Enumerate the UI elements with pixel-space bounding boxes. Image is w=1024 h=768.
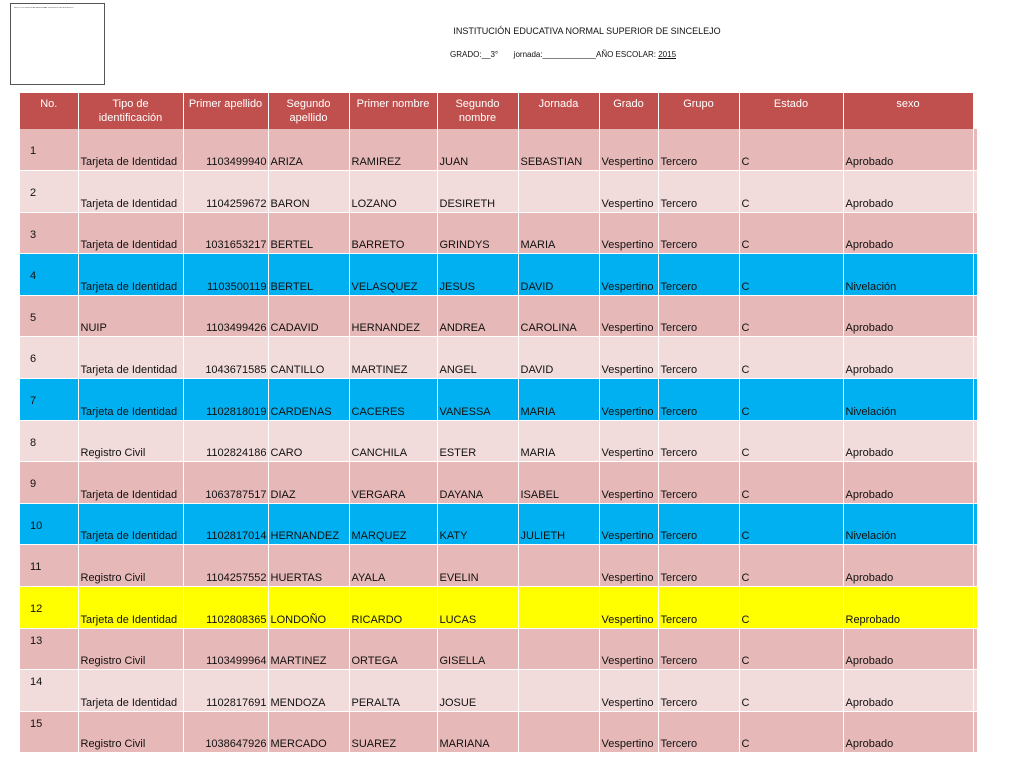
cell-grado: Tercero [658, 503, 739, 545]
cell-sexo [973, 295, 978, 337]
cell-id-number: 1103499426 [183, 295, 268, 337]
cell-estado: Aprobado [843, 420, 973, 462]
table-row [20, 129, 978, 171]
page-title [0, 26, 1024, 36]
cell-sexo [973, 670, 978, 712]
cell-estado: Reprobado [843, 587, 973, 629]
col-header-primer-nombre: Primer nombre [349, 93, 437, 129]
cell-grupo: C [739, 587, 843, 629]
cell-jornada: Vespertino [599, 212, 658, 254]
cell-id-number: 1103499940 [183, 129, 268, 171]
cell-tipo: Tarjeta de Identidad [78, 503, 183, 545]
cell-tipo: Registro Civil [78, 711, 183, 753]
col-header-estado: Estado [739, 93, 843, 129]
cell-primer-apellido: CARO [268, 420, 349, 462]
cell-primer-apellido: DIAZ [268, 462, 349, 504]
cell-jornada: Vespertino [599, 337, 658, 379]
cell-grado: Tercero [658, 628, 739, 670]
col-header-grupo: Grupo [658, 93, 739, 129]
cell-primer-nombre: KATY [437, 503, 518, 545]
cell-grupo: C [739, 711, 843, 753]
cell-primer-nombre: GRINDYS [437, 212, 518, 254]
cell-primer-apellido: HERNANDEZ [268, 503, 349, 545]
cell-segundo-nombre: JULIETH [518, 503, 599, 545]
cell-primer-apellido: MARTINEZ [268, 628, 349, 670]
cell-tipo: Tarjeta de Identidad [78, 212, 183, 254]
cell-estado: Aprobado [843, 628, 973, 670]
cell-sexo [973, 129, 978, 171]
cell-grupo: C [739, 129, 843, 171]
cell-segundo-apellido: RAMIREZ [349, 129, 437, 171]
cell-jornada: Vespertino [599, 171, 658, 213]
col-header-grado: Grado [599, 93, 658, 129]
cell-id-number: 1102808365 [183, 587, 268, 629]
cell-id-number: 1103499964 [183, 628, 268, 670]
cell-segundo-apellido: VERGARA [349, 462, 437, 504]
cell-grupo: C [739, 420, 843, 462]
cell-jornada: Vespertino [599, 711, 658, 753]
cell-sexo [973, 587, 978, 629]
cell-primer-apellido: HUERTAS [268, 545, 349, 587]
cell-segundo-apellido: ORTEGA [349, 628, 437, 670]
cell-no: 11 [20, 545, 78, 587]
logo-caption: INSTITUCIÓN EDUCATIVA NORMAL SUPERIOR DE SINCELEJO [14, 7, 74, 9]
cell-primer-nombre: DAYANA [437, 462, 518, 504]
cell-grupo: C [739, 628, 843, 670]
cell-primer-nombre: VANESSA [437, 379, 518, 421]
cell-segundo-apellido: MARQUEZ [349, 503, 437, 545]
cell-estado: Aprobado [843, 129, 973, 171]
cell-tipo: Tarjeta de Identidad [78, 254, 183, 296]
col-header-primer-apellido: Primer apellido [183, 93, 268, 129]
cell-id-number: 1102817691 [183, 670, 268, 712]
cell-jornada: Vespertino [599, 628, 658, 670]
cell-grado: Tercero [658, 254, 739, 296]
cell-jornada: Vespertino [599, 379, 658, 421]
cell-primer-nombre: ESTER [437, 420, 518, 462]
subtitle-line [450, 50, 676, 59]
cell-no: 5 [20, 295, 78, 337]
table-row [20, 628, 978, 670]
cell-tipo: Tarjeta de Identidad [78, 171, 183, 213]
table-row [20, 337, 978, 379]
cell-no: 15 [20, 711, 78, 753]
cell-no: 8 [20, 420, 78, 462]
cell-sexo [973, 628, 978, 670]
cell-no: 3 [20, 212, 78, 254]
cell-grupo: C [739, 254, 843, 296]
table-row [20, 711, 978, 753]
cell-primer-apellido: CARDENAS [268, 379, 349, 421]
cell-estado: Aprobado [843, 171, 973, 213]
cell-grupo: C [739, 171, 843, 213]
cell-tipo: Registro Civil [78, 628, 183, 670]
cell-grado: Tercero [658, 670, 739, 712]
cell-segundo-nombre: DAVID [518, 254, 599, 296]
table-row [20, 587, 978, 629]
cell-tipo: Tarjeta de Identidad [78, 670, 183, 712]
cell-primer-apellido: BARON [268, 171, 349, 213]
cell-tipo: NUIP [78, 295, 183, 337]
cell-segundo-nombre [518, 670, 599, 712]
cell-estado: Aprobado [843, 212, 973, 254]
cell-sexo [973, 462, 978, 504]
cell-no: 4 [20, 254, 78, 296]
cell-tipo: Tarjeta de Identidad [78, 587, 183, 629]
cell-estado: Nivelación [843, 379, 973, 421]
cell-grupo: C [739, 545, 843, 587]
col-header-segundo-nombre: Segundo nombre [437, 93, 518, 129]
cell-primer-apellido: BERTEL [268, 212, 349, 254]
cell-sexo [973, 545, 978, 587]
cell-primer-apellido: BERTEL [268, 254, 349, 296]
cell-id-number: 1104257552 [183, 545, 268, 587]
cell-primer-apellido: LONDOÑO [268, 587, 349, 629]
cell-no: 13 [20, 628, 78, 670]
cell-primer-nombre: LUCAS [437, 587, 518, 629]
cell-sexo [973, 503, 978, 545]
cell-grupo: C [739, 503, 843, 545]
cell-no: 7 [20, 379, 78, 421]
page-title-text: INSTITUCIÓN EDUCATIVA NORMAL SUPERIOR DE SINCELEJO [453, 26, 721, 36]
cell-primer-apellido: MENDOZA [268, 670, 349, 712]
cell-id-number: 1043671585 [183, 337, 268, 379]
cell-segundo-apellido: CANCHILA [349, 420, 437, 462]
table-row [20, 503, 978, 545]
table-row [20, 379, 978, 421]
cell-no: 14 [20, 670, 78, 712]
cell-grado: Tercero [658, 337, 739, 379]
table-row [20, 254, 978, 296]
cell-id-number: 1031653217 [183, 212, 268, 254]
cell-sexo [973, 711, 978, 753]
col-header-tipo: Tipo de identificación [78, 93, 183, 129]
cell-sexo [973, 171, 978, 213]
cell-grupo: C [739, 212, 843, 254]
cell-jornada: Vespertino [599, 545, 658, 587]
cell-estado: Aprobado [843, 670, 973, 712]
cell-primer-apellido: ARIZA [268, 129, 349, 171]
cell-grupo: C [739, 295, 843, 337]
cell-primer-nombre: DESIRETH [437, 171, 518, 213]
table-row [20, 462, 978, 504]
cell-primer-apellido: CANTILLO [268, 337, 349, 379]
cell-tipo: Registro Civil [78, 420, 183, 462]
cell-grado: Tercero [658, 462, 739, 504]
cell-jornada: Vespertino [599, 587, 658, 629]
cell-segundo-apellido: LOZANO [349, 171, 437, 213]
cell-segundo-apellido: MARTINEZ [349, 337, 437, 379]
cell-segundo-nombre [518, 628, 599, 670]
cell-segundo-apellido: CACERES [349, 379, 437, 421]
cell-segundo-nombre: SEBASTIAN [518, 129, 599, 171]
cell-id-number: 1103500119 [183, 254, 268, 296]
cell-jornada: Vespertino [599, 503, 658, 545]
cell-segundo-nombre: DAVID [518, 337, 599, 379]
jornada-value: ____________ [542, 50, 596, 59]
cell-id-number: 1102818019 [183, 379, 268, 421]
cell-id-number: 1063787517 [183, 462, 268, 504]
cell-grado: Tercero [658, 545, 739, 587]
cell-grado: Tercero [658, 129, 739, 171]
cell-no: 6 [20, 337, 78, 379]
cell-sexo [973, 212, 978, 254]
grado-value: __3° [481, 50, 499, 59]
cell-grado: Tercero [658, 295, 739, 337]
table-row [20, 545, 978, 587]
cell-grupo: C [739, 462, 843, 504]
cell-primer-nombre: JESUS [437, 254, 518, 296]
cell-grado: Tercero [658, 420, 739, 462]
cell-segundo-nombre [518, 545, 599, 587]
cell-no: 1 [20, 129, 78, 171]
cell-sexo [973, 420, 978, 462]
table-row [20, 171, 978, 213]
cell-segundo-apellido: VELASQUEZ [349, 254, 437, 296]
cell-sexo [973, 379, 978, 421]
jornada-label: jornada: [513, 50, 543, 59]
cell-segundo-nombre: CAROLINA [518, 295, 599, 337]
cell-estado: Nivelación [843, 254, 973, 296]
cell-primer-apellido: CADAVID [268, 295, 349, 337]
cell-primer-nombre: ANGEL [437, 337, 518, 379]
cell-tipo: Tarjeta de Identidad [78, 462, 183, 504]
cell-estado: Aprobado [843, 711, 973, 753]
table-row [20, 670, 978, 712]
table-row [20, 420, 978, 462]
cell-segundo-nombre [518, 587, 599, 629]
cell-tipo: Tarjeta de Identidad [78, 379, 183, 421]
cell-id-number: 1038647926 [183, 711, 268, 753]
cell-grado: Tercero [658, 711, 739, 753]
cell-segundo-nombre [518, 711, 599, 753]
cell-id-number: 1102817014 [183, 503, 268, 545]
cell-estado: Aprobado [843, 337, 973, 379]
table-row [20, 295, 978, 337]
cell-primer-nombre: MARIANA [437, 711, 518, 753]
col-header-sexo: sexo [843, 93, 973, 129]
cell-jornada: Vespertino [599, 462, 658, 504]
table-row [20, 212, 978, 254]
students-table [20, 93, 978, 753]
cell-tipo: Registro Civil [78, 545, 183, 587]
cell-no: 12 [20, 587, 78, 629]
cell-segundo-apellido: SUAREZ [349, 711, 437, 753]
cell-segundo-nombre: MARIA [518, 212, 599, 254]
cell-segundo-apellido: PERALTA [349, 670, 437, 712]
cell-grupo: C [739, 337, 843, 379]
cell-estado: Aprobado [843, 545, 973, 587]
cell-sexo [973, 254, 978, 296]
cell-no: 9 [20, 462, 78, 504]
cell-grado: Tercero [658, 587, 739, 629]
col-header-jornada: Jornada [518, 93, 599, 129]
cell-estado: Nivelación [843, 503, 973, 545]
cell-primer-nombre: JOSUE [437, 670, 518, 712]
cell-primer-nombre: JUAN [437, 129, 518, 171]
cell-jornada: Vespertino [599, 254, 658, 296]
cell-grado: Tercero [658, 171, 739, 213]
cell-tipo: Tarjeta de Identidad [78, 337, 183, 379]
cell-segundo-apellido: HERNANDEZ [349, 295, 437, 337]
grado-label: GRADO: [450, 50, 482, 59]
cell-segundo-nombre: MARIA [518, 379, 599, 421]
cell-segundo-nombre: ISABEL [518, 462, 599, 504]
table-header-row [20, 93, 978, 129]
col-header-segundo-apellido: Segundo apellido [268, 93, 349, 129]
cell-grupo: C [739, 379, 843, 421]
cell-segundo-apellido: BARRETO [349, 212, 437, 254]
cell-segundo-nombre: MARIA [518, 420, 599, 462]
cell-primer-apellido: MERCADO [268, 711, 349, 753]
cell-jornada: Vespertino [599, 295, 658, 337]
cell-grado: Tercero [658, 212, 739, 254]
cell-segundo-nombre [518, 171, 599, 213]
anio-value: 2015 [658, 50, 677, 59]
cell-id-number: 1102824186 [183, 420, 268, 462]
cell-estado: Aprobado [843, 295, 973, 337]
cell-sexo [973, 337, 978, 379]
cell-jornada: Vespertino [599, 670, 658, 712]
cell-grupo: C [739, 670, 843, 712]
cell-grado: Tercero [658, 379, 739, 421]
cell-jornada: Vespertino [599, 129, 658, 171]
cell-primer-nombre: EVELIN [437, 545, 518, 587]
cell-no: 2 [20, 171, 78, 213]
anio-label: AÑO ESCOLAR: [595, 50, 656, 59]
logo-box [10, 3, 105, 85]
cell-no: 10 [20, 503, 78, 545]
cell-primer-nombre: ANDREA [437, 295, 518, 337]
cell-segundo-apellido: RICARDO [349, 587, 437, 629]
cell-id-number: 1104259672 [183, 171, 268, 213]
cell-jornada: Vespertino [599, 420, 658, 462]
cell-tipo: Tarjeta de Identidad [78, 129, 183, 171]
col-header-no: No. [20, 93, 78, 129]
cell-estado: Aprobado [843, 462, 973, 504]
cell-primer-nombre: GISELLA [437, 628, 518, 670]
cell-segundo-apellido: AYALA [349, 545, 437, 587]
